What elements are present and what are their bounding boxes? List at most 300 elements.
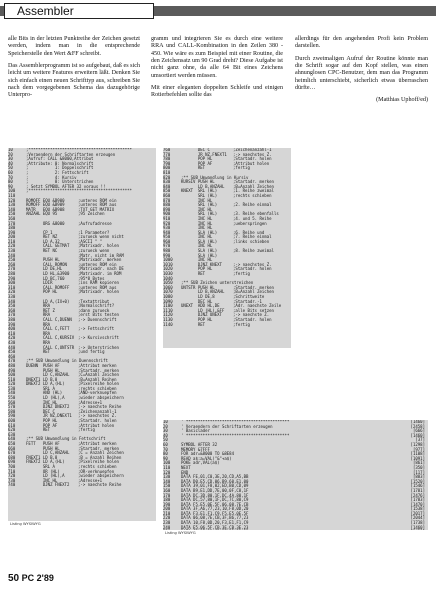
line-code: LD DE,HL [26, 266, 63, 272]
line-code: DNEXT2 LD A,(HL) [26, 381, 65, 387]
line-comment: ;B = Anzahl Reihen [78, 454, 122, 460]
line-number: 390 [8, 321, 16, 327]
line-comment: ;wieder abspeichern [78, 473, 124, 479]
line-comment: ;Startadr. merken [233, 179, 274, 185]
line-checksum: [2458] [410, 423, 425, 429]
line-checksum: [1520] [410, 478, 425, 484]
line-number: 240 [163, 524, 171, 530]
line-comment: ;Startadr. merken [78, 367, 119, 373]
line-number: 210 [8, 238, 16, 244]
line-code: END [181, 469, 189, 475]
line-code: CALL ROMOFF [26, 284, 70, 290]
line-code: SYMBOL AFTER 32 [181, 441, 218, 447]
line-code: SLA (HL) [181, 252, 218, 258]
line-code: RRA [26, 339, 51, 345]
line-code: ' Basiclader [181, 428, 210, 434]
line-comment: ;C=Anzahl Zeichen [78, 372, 119, 378]
line-code: DATA 39,01,F8,02,ED,B0,CD,09 [181, 483, 249, 489]
line-number: 950 [163, 234, 171, 240]
line-number: 830 [163, 179, 171, 185]
line-number: 480 [8, 362, 16, 368]
line-code: LD C,ANZAHL [26, 450, 70, 456]
line-number: 1120 [163, 312, 173, 318]
line-comment: ;7. Reihe einmal [233, 234, 272, 240]
line-code: LD B,ANZAHL [181, 183, 225, 189]
line-number: 160 [163, 487, 171, 493]
line-number: 970 [163, 243, 171, 249]
line-number: 20 [163, 423, 168, 429]
line-code: PUSH HL [26, 257, 60, 263]
line-comment: ;Startadr. merken [233, 284, 274, 290]
line-number: 990 [163, 252, 171, 258]
line-number: 940 [163, 229, 171, 235]
line-code: NEXT [181, 464, 191, 470]
line-number: 1090 [163, 298, 173, 304]
line-code: SLA (HL) [181, 238, 218, 244]
line-code: LD BC,760 [26, 275, 65, 281]
line-number: 1110 [163, 307, 173, 313]
line-number: 130 [163, 474, 171, 480]
line-code: DATA E5,06,5F,CB,3E,CB,3E,23 [181, 524, 249, 530]
line-number: 670 [8, 450, 16, 456]
line-code: POP AF [26, 422, 58, 428]
line-code: OR (HL) [26, 468, 60, 474]
line-comment: ;B=Anzahl Reihen [78, 376, 117, 382]
line-code: CP 1 [26, 229, 53, 235]
line-comment: ;Pixelreihe holen [78, 381, 119, 387]
line-number: 600 [8, 418, 16, 424]
line-number: 610 [8, 422, 16, 428]
line-checksum: [1091] [410, 455, 425, 461]
line-checksum: [883] [412, 474, 425, 480]
line-code: RRA [26, 303, 51, 309]
line-number: 450 [8, 349, 16, 355]
line-code: ;** SUB Umwandlung in Kursiv [181, 174, 249, 180]
line-comment: ;Matrixadr. im ROM [78, 271, 122, 277]
line-number: 840 [163, 183, 171, 189]
listing-caption: Listing WYSIWYG [165, 531, 196, 535]
line-code: RET [181, 321, 206, 327]
line-comment: ;2. Reihe einmal [233, 202, 272, 208]
line-code: CALL C,UNTSTR [26, 344, 75, 350]
line-code: INC HL [181, 257, 213, 263]
line-code: UNEXT ADD HL,DE [181, 303, 220, 309]
line-comment: ;rechts schieben [78, 463, 117, 469]
line-checksum: [1298] [410, 441, 425, 447]
line-comment: ;-> Unterstrichen [78, 344, 119, 350]
line-checksum: [1460] [410, 432, 425, 438]
line-code: SRL A [26, 385, 55, 391]
line-number: 380 [8, 316, 16, 322]
line-code: RET [26, 349, 51, 355]
line-checksum: [2017] [410, 510, 425, 516]
line-code: DATA DC,57,80,1F,DC,7C,80,C9 [181, 497, 249, 503]
line-code: INC HL [181, 220, 213, 226]
line-number: 90 [8, 183, 13, 189]
line-code: MEMORY &7FFF [181, 446, 210, 452]
line-comment: ;Startadr. holen [233, 156, 272, 162]
line-number: 910 [163, 215, 171, 221]
line-code: ;Attribute: 0: Normalschrift [26, 160, 94, 166]
line-code: JR NZ,DNEXT1 [26, 413, 72, 419]
line-number: 650 [8, 441, 16, 446]
line-code: ; 8: Unterstrichen [26, 179, 94, 185]
line-code: ; 2: Fettschrift [26, 169, 89, 175]
section-title: Assembler [4, 3, 154, 19]
line-comment: ;Startadr. holen [78, 418, 117, 424]
line-code: FOR adr=&8000 TO &8E84 [181, 451, 234, 457]
line-checksum: [977] [412, 446, 425, 452]
line-comment: ;-> Fettschrift [78, 326, 115, 332]
line-code: POKE adr,VAL(a$) [181, 460, 220, 466]
line-code: POP HL [181, 156, 213, 162]
line-code: SLA (HL) [181, 248, 218, 254]
line-code: LD (HL),&FF [181, 307, 225, 313]
line-number: 820 [163, 174, 171, 180]
line-comment: ;Pixelreihe holen [78, 459, 119, 465]
line-number: 730 [8, 477, 16, 483]
line-number: 570 [8, 404, 16, 410]
line-code: ROMOFF EQU &B909 [26, 202, 65, 208]
line-comment: ;Matr. nicht im RAM [78, 252, 124, 258]
line-comment: ;Matrixadr. holen [78, 289, 119, 295]
line-code: CALL C,FETT [26, 326, 70, 332]
line-comment: ;Startadr. holen [233, 266, 272, 272]
line-comment: ;-> naechste Z. [233, 312, 270, 318]
line-comment: ;Adresse+1 [78, 477, 103, 483]
line-comment: ;95*8 Bytes [78, 275, 105, 281]
line-comment: ;zurueck wenn [78, 248, 110, 254]
line-comment: ;Startadr. holen [233, 316, 272, 322]
line-code: DJNZ UNEXT [181, 312, 222, 318]
line-number: 710 [8, 468, 16, 474]
line-number: 590 [8, 413, 16, 419]
line-number: 520 [8, 381, 16, 387]
line-code: LD DE,8 [181, 294, 215, 299]
line-comment: ;95 Zeichen [78, 211, 105, 217]
line-comment: ;alle Bits setzen [233, 307, 274, 313]
line-number: 660 [8, 445, 16, 451]
line-checksum: [861] [412, 460, 425, 466]
line-number: 60 [163, 441, 168, 447]
line-code: DATA F3,E1,F1,C9,F5,E5,0E,5F [181, 510, 249, 516]
line-code: LD (HL),A [26, 395, 65, 401]
line-checksum: [1538] [410, 506, 425, 512]
line-code: FETT PUSH AF [26, 441, 60, 446]
line-code: CALL ROMON [26, 261, 67, 267]
line-code: DATA FE,01,C0,3E,20,CD,A5,BB [181, 474, 249, 480]
line-number: 70 [163, 446, 168, 452]
line-code: KURSIV PUSH HL [181, 179, 215, 185]
line-number: 80 [163, 451, 168, 457]
line-comment: ;fertig [78, 427, 95, 433]
line-code: SRL (HL) [181, 202, 218, 208]
line-number: 260 [8, 261, 16, 267]
line-checksum: [1108] [410, 451, 425, 457]
author-signature: (Matthias Uphoff/ed) [376, 97, 428, 104]
line-number: 100 [8, 188, 16, 194]
line-comment: ;-> naechstes Z. [233, 261, 272, 267]
line-number: 690 [8, 459, 16, 465]
line-code: PUSH HL [26, 367, 60, 373]
line-number: 1040 [163, 275, 173, 281]
line-number: 440 [8, 344, 16, 350]
line-code: DEC HL [181, 298, 213, 304]
line-code: DATA F5,E5,0E,5F,06,08,7E,CB [181, 501, 249, 507]
line-code: RET [181, 271, 206, 277]
line-number: 30 [163, 428, 168, 434]
line-comment: ;3. Reihe ebenfalls [233, 211, 279, 217]
line-comment: ;Schrittweite [233, 294, 265, 299]
line-number: 850 [163, 188, 171, 194]
line-code: AND (HL) [26, 390, 63, 396]
line-number: 360 [8, 307, 16, 313]
line-comment: ;TXT GET MATRIX [78, 206, 115, 212]
line-code: RET Z [26, 307, 55, 313]
line-code: CALL C,DUENN [26, 316, 72, 322]
listing-caption: Listing WYSIWYG [10, 522, 41, 526]
line-number: 90 [163, 455, 168, 461]
line-code: DATA 06,08,7E,CB,3F,B6,77,23 [181, 515, 249, 521]
line-comment: ;unteres ROM aus [78, 284, 117, 290]
line-comment: ;wieder abspeichern [78, 395, 124, 401]
page-number: 50 [8, 573, 20, 584]
line-comment: ;Attribut holen [233, 160, 270, 166]
line-comment: ;Zeichenanzahl-1 [233, 148, 272, 152]
text-column-3 [295, 36, 428, 105]
line-code: ;******************************************* [26, 188, 132, 194]
line-code: ; 4: Kursiv [26, 174, 77, 180]
line-code: INC HL [26, 399, 58, 405]
line-number: 170 [163, 492, 171, 498]
line-number: 500 [8, 372, 16, 378]
line-number: 110 [163, 464, 171, 470]
line-checksum: [1546] [410, 483, 425, 489]
line-code: ' Veraendern der Schriftarten erzeugen [181, 423, 273, 429]
line-comment: ;rechts schieben [233, 192, 272, 198]
line-code: JR NZ,FNEXT1 [181, 151, 227, 157]
line-comment: ;rechts schieben [78, 385, 117, 391]
line-number: 230 [163, 520, 171, 526]
line-code: DEC C [181, 148, 210, 152]
line-code: UNTSTR PUSH HL [181, 284, 215, 290]
line-number: 410 [8, 330, 16, 336]
line-code: RET NZ [26, 234, 58, 240]
line-code: DATA 3F,A6,77,23,10,F8,0D,20 [181, 506, 249, 512]
line-comment: ;-> naechste Reihe [78, 404, 122, 410]
listing-assembler-part1 [8, 148, 156, 521]
line-number: 580 [8, 408, 16, 414]
line-checksum: [117] [412, 469, 425, 475]
line-number: 200 [8, 234, 16, 240]
line-number: 110 [8, 192, 16, 198]
line-number: 700 [8, 463, 16, 469]
line-comment: ;ins RAM kopieren [78, 280, 119, 286]
line-code: ROMOFF EQU &B900 [26, 197, 65, 203]
line-checksum: [37] [415, 437, 425, 443]
line-number: 230 [8, 248, 16, 254]
line-code: INC HL [181, 206, 213, 212]
line-code: ' ******************************************* [181, 420, 290, 424]
line-code: LD C,ANZAHL [26, 372, 70, 378]
line-code: DEC C [26, 408, 55, 414]
line-number: 190 [163, 501, 171, 507]
line-number: 10 [8, 148, 13, 152]
line-number: 870 [163, 197, 171, 203]
line-comment: ;Attribut merken [78, 362, 117, 368]
line-number: 330 [8, 294, 16, 299]
line-code: DATA D0,E5,CD,06,B9,60,E1,00 [181, 478, 249, 484]
line-comment: ;4. und 5. Reihe [233, 215, 272, 221]
line-checksum: [2476] [410, 492, 425, 498]
line-code: ;** SUB Umwandlung in Duennschrift [26, 358, 108, 364]
line-checksum: [1781] [410, 487, 425, 493]
line-code: DUENN PUSH AF [26, 362, 60, 368]
line-number: 930 [163, 225, 171, 231]
line-code: LD HL,&3900 [26, 271, 70, 277]
line-number: 430 [8, 339, 16, 345]
line-code: ORG &8000 [26, 220, 65, 226]
line-comment: ;unteres ROM ein [78, 197, 117, 203]
line-number: 770 [163, 151, 171, 157]
line-comment: ;zurueck wenn nicht [78, 234, 124, 240]
line-number: 40 [8, 160, 13, 166]
line-number: 350 [8, 303, 16, 309]
line-comment: ;AND-verknuepfen [78, 390, 117, 396]
line-number: 740 [8, 482, 16, 488]
line-number: 310 [8, 284, 16, 290]
line-code: POP HL [26, 418, 58, 424]
line-checksum: [1460] [410, 524, 425, 530]
line-code: RRA [26, 330, 51, 336]
line-code: ; Setzt SYMBOL AFTER 32 voraus !! [26, 183, 106, 189]
line-checksum: [350] [412, 464, 425, 470]
paragraph: allerdings für den angehenden Profi kein Problem darstellen. [295, 36, 428, 50]
paragraph: Durch zweimaligen Aufruf der Routine könnte man die Schrift sogar auf den Kopf stellen, was einen ahnunglosen CPC-Benutzer, dem man das Programm heimlich unterschiebt, sicherlich etwas überraschen dürfte… [295, 55, 428, 92]
line-comment: ;1. Reihe zweimal [233, 188, 274, 194]
line-comment: ;B=Anzahl Zeichen [233, 183, 274, 189]
line-comment: ;1 Parameter? [78, 229, 110, 235]
line-number: 100 [163, 460, 171, 466]
line-number: 1080 [163, 294, 173, 299]
line-number: 1050 [163, 280, 173, 286]
line-code: CALL GETMAT [26, 243, 70, 249]
line-number: 860 [163, 192, 171, 198]
line-code: DJNZ KNEXT [181, 261, 222, 267]
line-number: 1000 [163, 257, 173, 263]
line-comment: ;-> naechstes Z. [233, 151, 272, 157]
line-code: ;******************************************* [26, 148, 132, 152]
line-code: INC HL [181, 225, 213, 231]
line-number: 270 [8, 266, 16, 272]
line-number: 880 [163, 202, 171, 208]
line-number: 490 [8, 367, 16, 373]
listing-assembler-part2 [163, 148, 291, 348]
line-number: 120 [163, 469, 171, 475]
line-number: 150 [8, 211, 16, 217]
issue-label: 2'89 [36, 573, 54, 583]
line-comment: ;-> Duennschrift [78, 316, 117, 322]
line-number: 920 [163, 220, 171, 226]
line-number: 800 [163, 165, 171, 171]
line-number: 70 [8, 174, 13, 180]
line-checksum: [1738] [410, 520, 425, 526]
line-number: 1140 [163, 321, 173, 327]
line-code: INC HL [181, 234, 213, 240]
line-comment: ;ueberspringen [233, 220, 267, 226]
line-number: 240 [8, 252, 16, 258]
line-code: SRL (HL) [181, 211, 218, 217]
line-code: ;Aufruf: CALL &8000,Attribut [26, 156, 94, 162]
line-number: 170 [8, 220, 16, 226]
line-number: 80 [8, 179, 13, 185]
line-number: 30 [8, 156, 13, 162]
line-number: 720 [8, 473, 16, 479]
line-comment: ;unteres ROM aus [78, 202, 117, 208]
line-code: INC HL [181, 243, 213, 249]
line-code: RRA [26, 321, 51, 327]
line-comment: ;fertig [233, 165, 250, 171]
line-number: 60 [8, 169, 13, 175]
line-comment: ;Adresse+1 [78, 399, 103, 405]
line-comment: ;Matrixadr. nach DE [78, 266, 124, 272]
line-code: DATA DC,3D,80,1F,DC,4A,80,1F [181, 492, 249, 498]
line-number: 780 [163, 156, 171, 162]
line-comment: ;Matrixadr. holen [78, 243, 119, 249]
line-code: DJNZ FNEXT2 [26, 482, 70, 488]
line-code: POP HL [181, 266, 213, 272]
line-code: SRL A [26, 463, 55, 469]
line-number: 200 [163, 506, 171, 512]
line-number: 220 [163, 515, 171, 521]
line-number: 140 [163, 478, 171, 484]
line-number: 280 [8, 271, 16, 277]
line-comment: ;Textattribut [78, 298, 110, 304]
line-number: 1020 [163, 266, 173, 272]
line-number: 560 [8, 399, 16, 405]
line-number: 890 [163, 206, 171, 212]
line-code: READ a$:a=VAL("&"+a$) [181, 455, 232, 461]
line-comment: ;Startadr.-1 [233, 298, 262, 304]
line-checksum: [666] [412, 428, 425, 434]
line-number: 370 [8, 312, 16, 318]
line-code: ' ******************************************* [181, 432, 290, 438]
line-code: POP HL [26, 289, 58, 295]
line-number: 320 [8, 289, 16, 295]
line-code: DATA B9,E1,DD,7E,00,0F,C8,1F [181, 487, 249, 493]
line-code: DNEXT1 LD B,8 [26, 376, 58, 382]
line-comment: ;ASCII " " [78, 238, 103, 244]
line-number: 400 [8, 326, 16, 332]
line-comment: ;6. Reihe und [233, 229, 265, 235]
line-comment: ;erst Bits testen [78, 312, 119, 318]
line-number: 470 [8, 358, 16, 364]
magazine-logo: PC [21, 573, 35, 583]
page-footer [8, 573, 54, 584]
line-code: LDIR [26, 280, 53, 286]
line-code: INC HL [181, 197, 213, 203]
line-code: LD A,(IX+0) [26, 298, 70, 304]
line-number: 760 [163, 148, 171, 152]
line-checksum: [2044] [410, 515, 425, 521]
line-comment: ;Zeichenanzahl-1 [78, 408, 117, 414]
line-code: FNEXT2 LD A,(HL) [26, 459, 65, 465]
line-number: 220 [8, 243, 16, 249]
line-number: 50 [163, 437, 168, 443]
line-comment: ;Attribut holen [78, 422, 115, 428]
line-comment: ;8. Reihe zweimal [233, 248, 274, 254]
line-comment: ;links schieben [233, 238, 270, 244]
